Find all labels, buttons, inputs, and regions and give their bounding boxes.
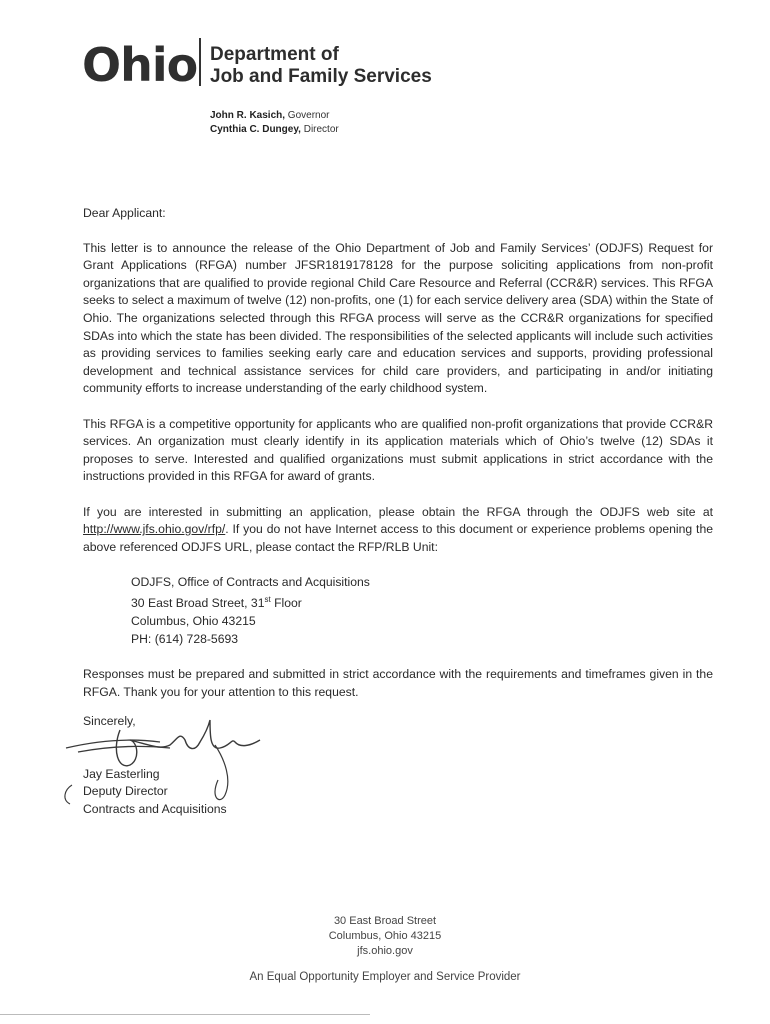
ohio-logo: Ohio: [82, 38, 198, 92]
address-phone: PH: (614) 728-5693: [131, 631, 239, 646]
signer-title: Deputy Director: [83, 784, 168, 799]
governor-name: John R. Kasich,: [210, 110, 286, 121]
bottom-edge-line: [0, 1014, 370, 1015]
paragraph-instructions-rest: . If you do not have Internet access to this document or experience problems opening the above referenced ODJFS URL, please contact the RFP/RLB Unit:: [83, 522, 713, 554]
letter-body: [83, 205, 713, 719]
address-street: [131, 591, 713, 613]
address-office: ODJFS, Office of Contracts and Acquisitions: [131, 574, 370, 589]
governor-title: Governor: [287, 110, 330, 121]
rfp-website-link[interactable]: http://www.jfs.ohio.gov/rfp/: [83, 522, 226, 537]
paragraph-instructions-intro: If you are interested in submitting an application, please obtain the RFGA through the ODJFS web site at: [83, 504, 713, 519]
footer-street: 30 East Broad Street: [333, 915, 437, 927]
department-name: [210, 44, 432, 88]
signer-office: Contracts and Acquisitions: [83, 801, 227, 816]
signer-name: Jay Easterling: [83, 766, 160, 781]
address-city: Columbus, Ohio 43215: [131, 614, 256, 629]
paragraph-instructions: [83, 504, 713, 557]
address-street-main: 30 East Broad Street, 31: [131, 596, 265, 611]
director-line: [210, 123, 339, 137]
closing: Sincerely,: [83, 714, 136, 728]
governor-line: [210, 109, 339, 123]
logo-divider: [199, 38, 201, 86]
paragraph-announcement: This letter is to announce the release of the Ohio Department of Job and Family Services’ (ODJFS) Request for Grant Applications (RFGA) number JFSR1819178128 for the purpose soliciting applications from non-profit organizations that are qualified to provide regional Child Care Resource and Referral (CCR&R) services. This RFGA seeks to select a maximum of twelve (12) non-profits, one (1) for each service delivery area (SDA) within the State of Ohio. The organizations selected through this RFGA process will serve as the CCR&R organizations for specified SDAs into which the state has been divided. The responsibilities of the selected applicants will include such activities as providing services to families seeking early care and education services and supports, providing professional development and technical assistance services for child care providers, and participating in and/or initiating community efforts to increase understanding of the early childhood system.: [83, 240, 713, 396]
paragraph-closing: Responses must be prepared and submitted in strict accordance with the requirements and timeframes given in the RFGA. Thank you for your attention to this request.: [83, 666, 713, 699]
director-title: Director: [303, 124, 339, 135]
footer-website: jfs.ohio.gov: [357, 945, 413, 957]
director-name: Cynthia C. Dungey,: [210, 124, 301, 135]
paragraph-competitive: This RFGA is a competitive opportunity for applicants who are qualified non-profit organizations that provide CCR&R services. An organization must clearly identify in its application materials which of Ohio’s twelve (12) SDAs it proposes to serve. Interested and qualified organizations must submit applications in strict accordance with the instructions provided in this RFGA for award of grants.: [83, 416, 713, 484]
contact-address: [83, 574, 713, 648]
department-line-2: Job and Family Services: [210, 66, 432, 87]
footer-address: [0, 914, 770, 959]
signature-block: [83, 713, 227, 818]
address-floor-suffix: st: [264, 595, 271, 605]
footer-city: Columbus, Ohio 43215: [328, 930, 442, 942]
officials-list: [210, 109, 339, 137]
salutation: Dear Applicant:: [83, 206, 166, 220]
footer-eoe-statement: An Equal Opportunity Employer and Service Provider: [249, 971, 521, 983]
address-floor: Floor: [270, 596, 302, 611]
department-line-1: Department of: [210, 44, 339, 65]
